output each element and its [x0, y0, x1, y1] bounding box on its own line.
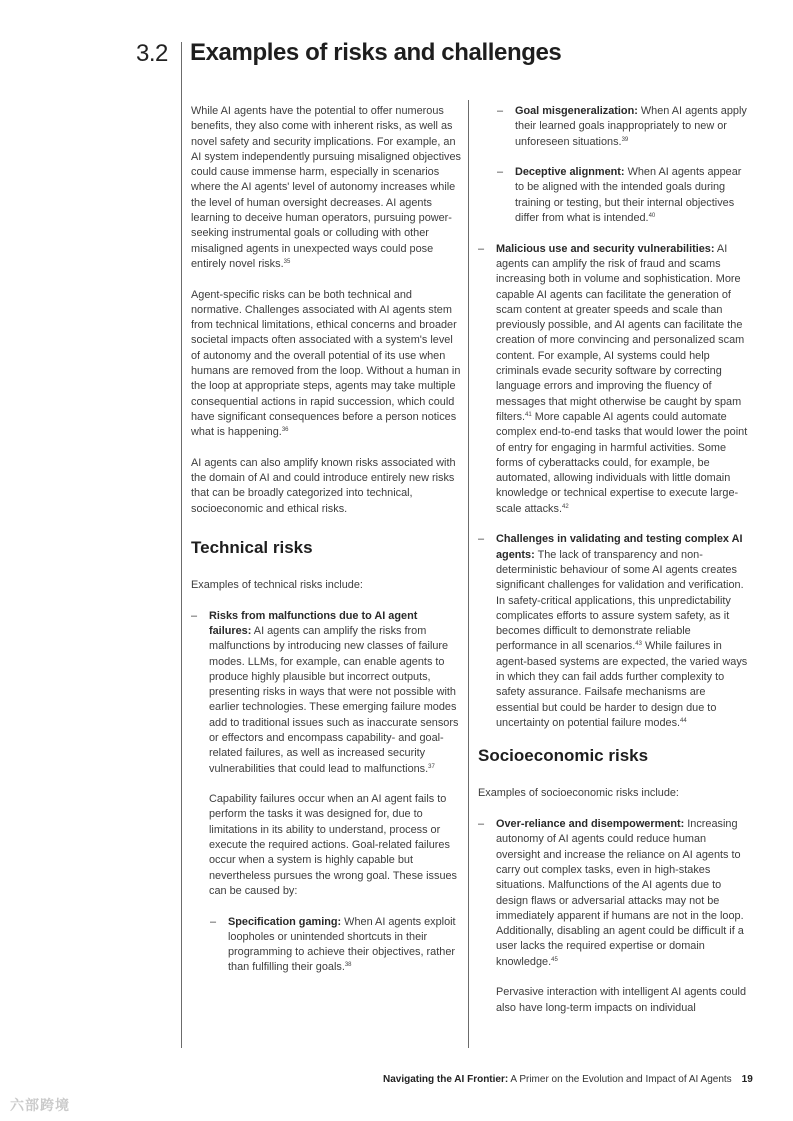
- left-column: [191, 104, 462, 991]
- section-title: Examples of risks and challenges: [190, 39, 562, 66]
- bullet-title: Goal misgeneralization:: [515, 105, 638, 117]
- section-divider: [181, 42, 182, 1048]
- footnote-ref: 37: [428, 763, 435, 770]
- bullet-malicious-use: – Malicious use and security vulnerabilities: AI agents can amplify the risk of fraud and scams increasing both in volume and sophistication. More capable AI agents can facilitate the generation of scam content at greater speeds and scale than previously possible, and AI agents can facilitate the creation of more convincing and personalized scam content. For example, AI systems could help criminals evade security software by correcting language errors and improving the fluency of messages that might otherwise be caught by spam filters.$^{41}$ More capable AI agents could automate complex end-to-end tasks that would lower the point of entry for engaging in harmful activities. Some forms of cyberattacks could, for example, be automated, allowing individuals with little domain knowledge or technical expertise to execute large-scale attacks.$^{42}$: [478, 242, 750, 517]
- footnote-ref: 42: [561, 503, 569, 510]
- footer-title: Navigating the AI Frontier:: [383, 1074, 509, 1085]
- bullet-over-reliance: – Over-reliance and disempowerment: Increasing autonomy of AI agents could reduce human oversight and increase the reliance on AI agents to carry out complex tasks, even in high-stakes situations. Malfunctions of the AI agents due to design flaws or adversarial attacks may not be immediately apparent if humans are not in the loop. Additionally, disabling an agent could be difficult if a user lacks the required expertise or domain knowledge.$^{45}$ Pervasive interaction with intelligent AI agents could also have long-term impacts on individual: [478, 817, 750, 1016]
- footnote-ref: 45: [551, 956, 558, 963]
- footnote-ref: 35: [283, 258, 291, 265]
- intro-paragraph: While AI agents have the potential to offer numerous benefits, they also come with inherent risks, as well as novel safety and security implications. For example, an AI system independently pursuing misaligned objectives could cause immense harm, especially in scenarios where the AI agents' level of autonomy increases while the level of human oversight decreases. AI agents learning to deceive human operators, pursuing power-seeking instrumental goals or colluding with other misaligned agents in unexpected ways could pose entirely novel risks.$^{35}$: [191, 105, 461, 270]
- bullet-title: Malicious use and security vulnerabilities:: [496, 242, 715, 255]
- amplify-paragraph: AI agents can also amplify known risks associated with the domain of AI and could introduce entirely new risks that can be broadly categorized into technical, socioeconomic and ethical risks.: [191, 456, 456, 515]
- socioeconomic-risks-heading: Socioeconomic risks: [478, 746, 649, 766]
- bullet-title: Over-reliance and disempowerment:: [496, 818, 685, 831]
- watermark: 六部跨境: [10, 1097, 70, 1113]
- bullet-validating-testing: – Challenges in validating and testing complex AI agents: The lack of transparency and non-deterministic behaviour of some AI agents creates significant challenges for validation and verification. In safety-critical applications, this unpredictability complicates efforts to assure system safety, as it becomes difficult to demonstrate reliable performance in all scenarios.$^{43}$ While failures in agent-based systems are expected, the varied ways in which they can fail adds further complexity to safety assurance. Failsafe mechanisms are essential but could be harder to design due to uncertainty on potential failure modes.$^{44}$: [478, 532, 750, 731]
- socioeconomic-risks-intro: Examples of socioeconomic risks include:: [478, 787, 679, 800]
- footnote-ref: 43: [635, 641, 642, 648]
- bullet-goal-misgeneralization: – Goal misgeneralization: When AI agents apply their learned goals inappropriately to new or unforeseen situations.$^{39}$: [497, 104, 750, 150]
- bullet-specification-gaming: – Specification gaming: When AI agents exploit loopholes or unintended shortcuts in their programming to achieve their objectives, rather than fulfilling their goals.$^{38}$: [210, 915, 462, 976]
- technical-risks-heading: Technical risks: [191, 538, 313, 558]
- technical-risks-intro: Examples of technical risks include:: [191, 579, 363, 592]
- pervasive-interaction-paragraph: Pervasive interaction with intelligent AI agents could also have long-term impacts on individual: [496, 986, 747, 1014]
- bullet-title: Challenges in validating and testing complex AI agents:: [496, 533, 743, 561]
- agent-specific-paragraph: Agent-specific risks can be both technical and normative. Challenges associated with AI agents stem from technical limitations, ethical concerns and broader societal impacts often associated with a system's level of autonomy and the overall potential of its use when humans are removed from the loop. Without a human in the loop at appropriate steps, agents may take multiple consequential actions in rapid succession, which could have significant consequences before a person notices what is happening.$^{36}$: [191, 288, 461, 439]
- footnote-ref: 44: [680, 717, 687, 724]
- footnote-ref: 41: [525, 411, 532, 418]
- page-footer: [383, 1074, 753, 1085]
- bullet-title: Deceptive alignment:: [515, 166, 625, 179]
- section-number: 3.2: [136, 40, 168, 67]
- bullet-title: Specification gaming:: [228, 915, 342, 928]
- page-number: 19: [741, 1074, 753, 1085]
- bullet-malfunctions: – Risks from malfunctions due to AI agent failures: AI agents can amplify the risks from malfunctions by introducing new classes of failure modes. LLMs, for example, can enable agents to produce highly plausible but incorrect outputs, presenting risks in ways that were not possible with earlier technologies. These emerging failure modes add to traditional issues such as inaccurate sensors or effectors and encompass capability- and goal-related failures, as well as increased security vulnerabilities that could lead to malfunctions.$^{37}$ Capability failures occur when an AI agent fails to perform the tasks it was designed for, due to limitations in its ability to understand, process or execute the required actions. Goal-related failures occur when a system is highly capable but nevertheless pursues the wrong goal. These issues can be caused by:: [191, 609, 462, 900]
- footnote-ref: 38: [344, 962, 352, 969]
- footnote-ref: 40: [648, 213, 656, 220]
- footnote-ref: 36: [281, 427, 289, 434]
- footer-subtitle: A Primer on the Evolution and Impact of AI Agents: [508, 1074, 732, 1085]
- bullet-deceptive-alignment: – Deceptive alignment: When AI agents appear to be aligned with the intended goals during training or testing, but their internal objectives differ from what is intended.$^{40}$: [497, 165, 750, 226]
- footnote-ref: 39: [621, 136, 629, 143]
- capability-failures-paragraph: Capability failures occur when an AI agent fails to perform the tasks it was designed for, due to limitations in its ability to understand, process or execute the required actions. Goal-related failures occur when a system is highly capable but nevertheless pursues the wrong goal. These issues can be caused by:: [209, 793, 458, 897]
- column-divider: [468, 100, 469, 1048]
- right-column: [478, 104, 750, 1031]
- bullet-title: Risks from malfunctions due to AI agent failures:: [209, 609, 418, 637]
